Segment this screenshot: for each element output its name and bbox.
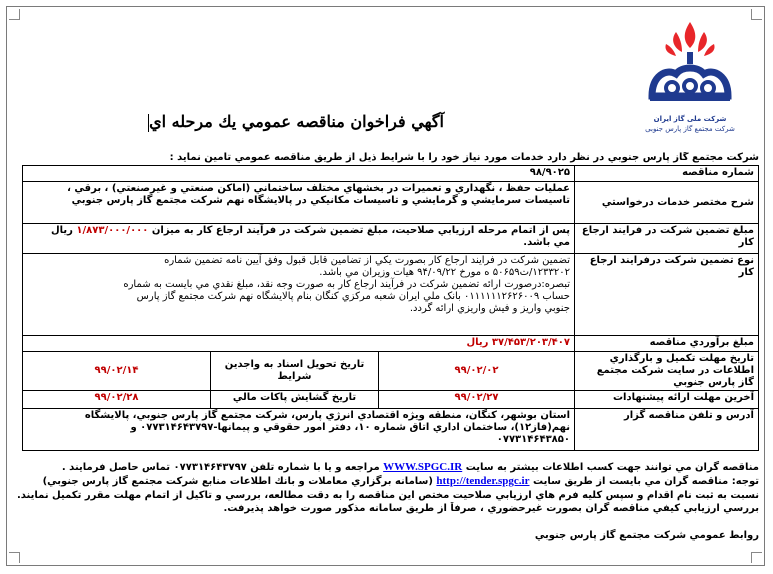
corner-mark [9,552,20,563]
table-row [22,391,758,409]
website-link[interactable]: WWW.SPGC.IR [383,461,463,473]
address-line: استان بوشهر، کنگان، منطقه ويژه اقتصادي انرژي پارس، شركت مجتمع گاز پارس جنوبي، پالايشگاه [84,410,570,421]
table-row [22,336,758,352]
contact-note [17,460,759,474]
row-label: شماره مناقصه [575,166,759,182]
guarantee-type-line: جنوبي واريز و فيش واريزي ارائه گردد. [409,303,570,314]
tender-portal-link[interactable]: http://tender.spgc.ir [436,475,530,488]
proposal-deadline-date: ۹۹/۰۲/۲۷ [379,391,575,409]
upload-deadline-date: ۹۹/۰۲/۰۲ [379,352,575,391]
instruction-note: نسبت به ثبت نام اقدام و سپس كليه فرم هاي ارزيابي صلاحيت مختص اين مناقصه را به دقت مطالعه، بررسي و تاكيل از اتمام مهلت مقرر تكميل نمايند. [17,489,759,501]
guarantee-text: پس از اتمام مرحله ارزيابي صلاحيت، مبلغ تضمين شرکت در فرآيند ارجاع کار به ميزان [151,225,570,236]
company-logo [626,18,754,146]
guarantee-type-line: حساب ۰۱۱۱۱۱۱۲۶۲۶۰۰۹ بانک ملي ايران شعبه مرکزي کنگان بنام پالايشگاه نهم شرکت مجتمع گاز پارس [136,291,570,302]
service-description [22,182,574,224]
table-row [22,166,758,182]
address-line: نهم(فاز۱۲)، ساختمان اداري اتاق شماره ۱۰، دفتر امور حقوقي و پيمانها-۰۷۷۳۱۴۶۴۳۷۹۷ و [130,422,570,433]
table-row [22,352,758,391]
flame-logo-icon [642,18,738,114]
note-text: (سامانه برگزاري معاملات و بانك اطلاعات منابع شركت مجتمع گاز پارس جنوبي) [42,476,433,488]
header [10,10,762,152]
row-label: مبلغ برآوردي مناقصه [575,336,759,352]
row-label: آخرين مهلت ارائه پيشنهادات [575,391,759,409]
currency: ريال [50,225,73,236]
guarantee-type [22,254,574,336]
document-delivery-label: تاريخ تحويل اسناد به واجدين شرايط [211,352,379,391]
registration-note [17,474,759,488]
address [22,409,574,451]
note-text: توجه: مناقصه گران مي بايست از طريق سايت [532,476,759,488]
guarantee-type-line: تضمين شركت در فرايند ارجاع كار بصورت يكي از تضامين قابل قبول وفق آيين نامه تضمين شماره [164,255,570,266]
service-line: تاسيسات سرمايشي و گرمايشي و تاسيسات مكانيكي در پالايشگاه نهم شركت مجتمع گاز پارس جنوبي [71,195,570,206]
table-row [22,224,758,254]
row-label: مبلغ تضمين شرکت در فرايند ارجاع کار [575,224,759,254]
row-label: آدرس و تلفن مناقصه گزار [575,409,759,451]
page-title [138,112,444,132]
guarantee-value: ۱/۸۷۳/۰۰۰/۰۰۰ [76,225,149,236]
title-text: آگهي فراخوان مناقصه عمومي يك مرحله اي [149,112,444,131]
guarantee-amount [22,224,574,254]
logo-caption: شرکت ملی گاز ایران [653,115,727,123]
tender-number: ۹۸/۹۰۲۵ [22,166,574,182]
corner-mark [751,552,762,563]
document-delivery-date: ۹۹/۰۲/۱۴ [22,352,210,391]
notes [17,460,759,542]
public-relations-signature: روابط عمومي شركت مجتمع گاز پارس جنوبي [534,529,759,541]
guarantee-text: مي باشد. [523,237,570,248]
estimate-value: ۳۷/۴۵۳/۲۰۳/۴۰۷ ريال [22,336,574,352]
note-text: مراجعه و يا با شماره تلفن ۰۷۷۳۱۴۶۴۳۷۹۷ تماس حاصل فرمايند . [61,462,380,473]
note-text: مناقصه گران مي توانند جهت كسب اطلاعات بيشتر به سايت [465,462,759,473]
service-line: عمليات حفظ ، نگهداري و تعميرات در بخشهاي مختلف ساختماني (اماكن صنعتي و غيرصنعتي) ، برقي ، [67,183,570,194]
table-row [22,409,758,451]
row-label: شرح مختصر خدمات درخواستي [575,182,759,224]
intro-text: شرکت مجتمع گاز پارس جنوبي در نظر دارد خدمات مورد نياز خود را با شرايط ذيل از طريق مناقصه عمومي تامين نمايد : [169,152,759,163]
guarantee-type-line: ۱۲۳۳۲۰۲/ت۵۰۶۵۹ ه مورخ ۹۴/۰۹/۲۲ هيات وزيران مي باشد. [319,267,570,278]
address-line: ۰۷۷۳۱۴۶۴۳۸۵۰ [496,434,570,445]
row-label: تاريخ مهلت تكميل و بارگذاري اطلاعات در سايت شركت مجتمع گاز پارس جنوبي [575,352,759,391]
evaluation-note: بررسي ارزيابي كيفي مناقصه گران بصورت غيرحضوري ، صرفاً از طريق سامانه مذكور صورت خواهد پذيرفت. [223,502,759,514]
row-label: نوع تضمين شرکت درفرايند ارجاع کار [575,254,759,336]
table-row [22,182,758,224]
opening-label: تاريخ گشايش پاكات مالي [211,391,379,409]
table-row [22,254,758,336]
opening-date: ۹۹/۰۲/۲۸ [22,391,210,409]
guarantee-type-line: تبصره:درصورت ارائه تضمين شرکت در فرآيند ارجاع کار به صورت وجه نقد، مبلغ نقدي مي بايست به شماره [123,279,570,290]
logo-subcaption: شرکت مجتمع گاز پارس جنوبی [645,125,735,133]
tender-table [22,165,759,451]
